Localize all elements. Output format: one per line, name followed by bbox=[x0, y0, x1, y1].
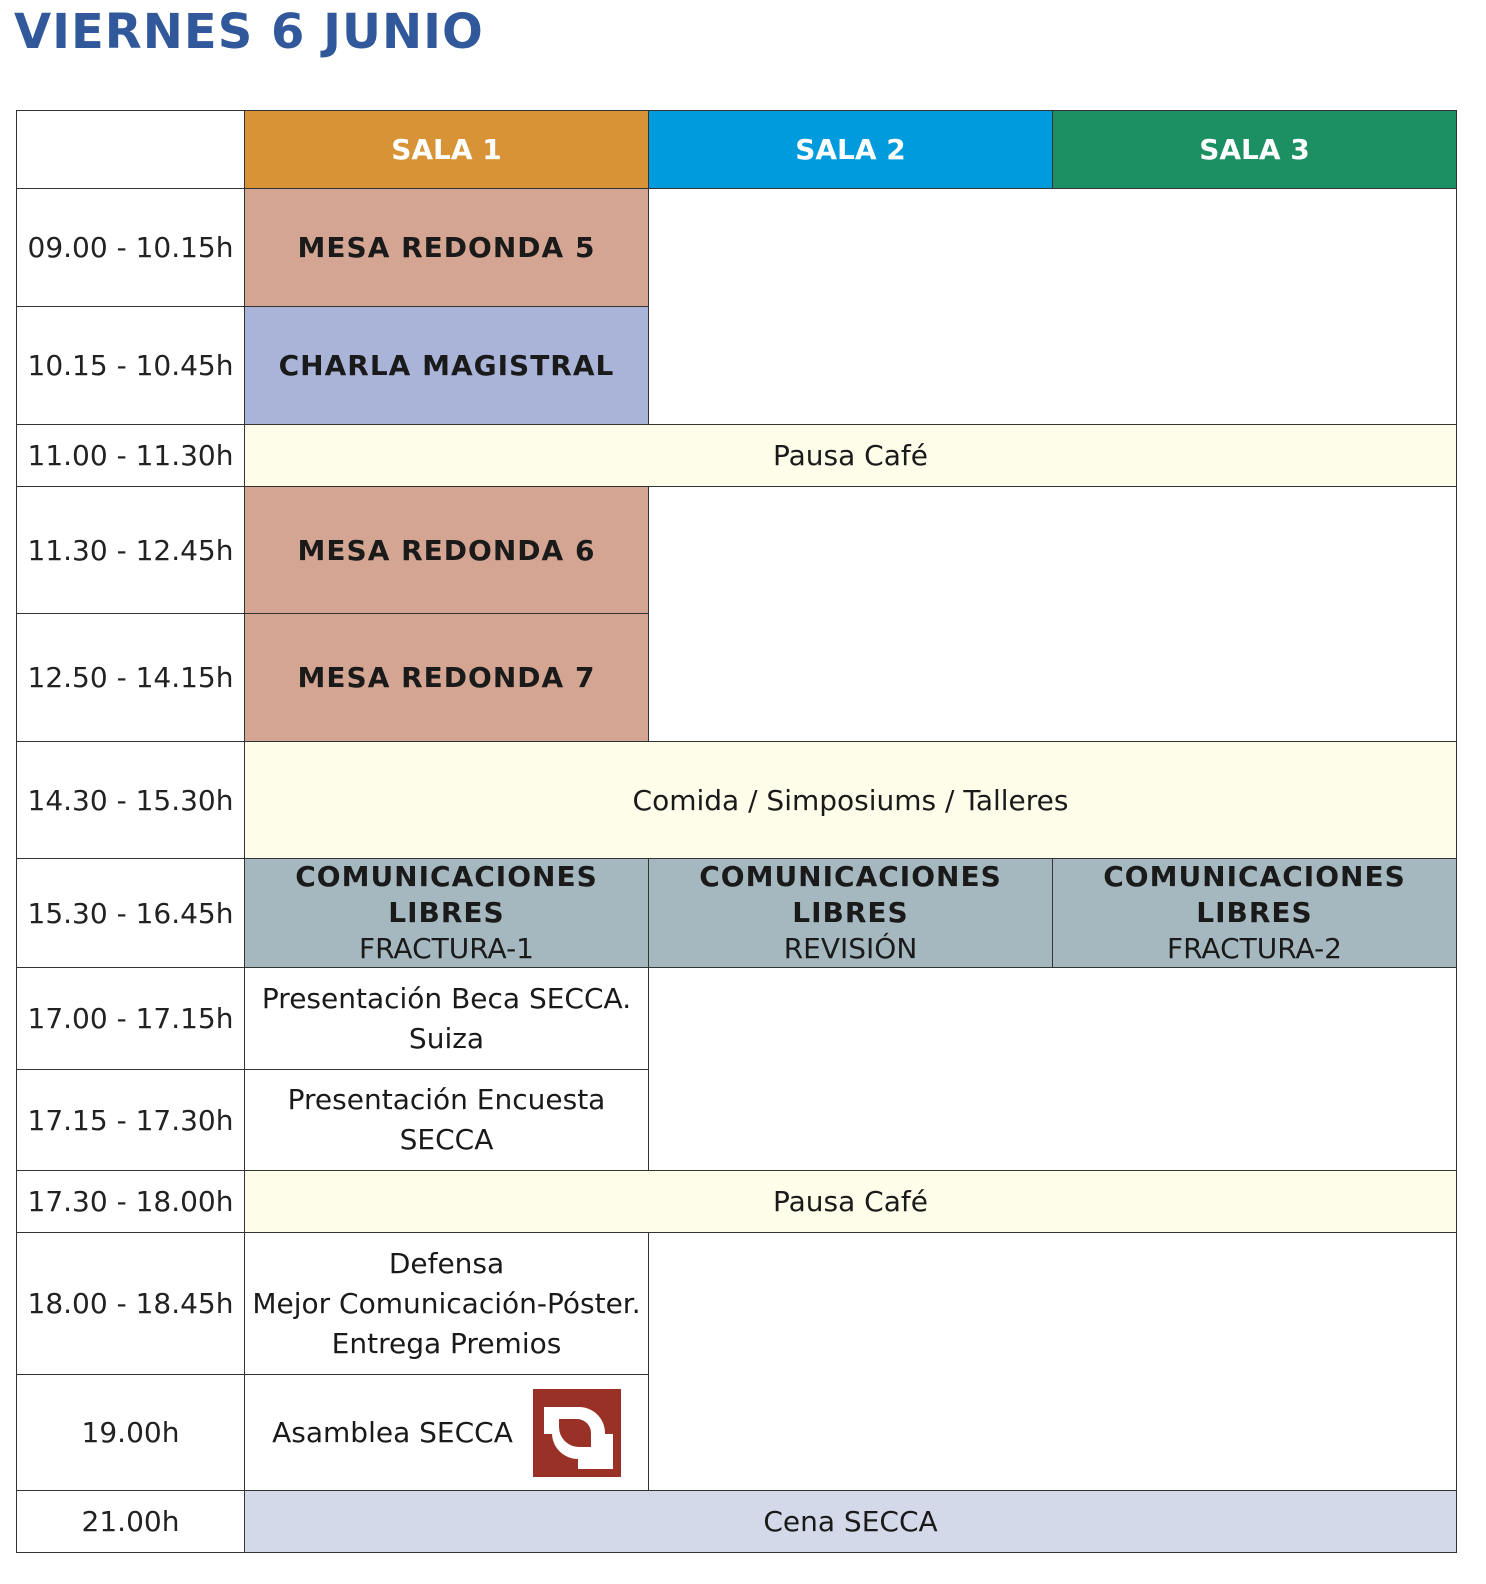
time-cell: 19.00h bbox=[17, 1375, 245, 1491]
time-cell: 10.15 - 10.45h bbox=[17, 307, 245, 425]
schedule-row bbox=[17, 742, 1457, 859]
schedule-row bbox=[17, 859, 1457, 968]
time-cell: 18.00 - 18.45h bbox=[17, 1233, 245, 1375]
break-pausa-cafe: Pausa Café bbox=[245, 1171, 1457, 1233]
session-line: Entrega Premios bbox=[331, 1326, 562, 1360]
session-line: Presentación Encuesta bbox=[287, 1083, 606, 1116]
session-subtitle: REVISIÓN bbox=[783, 932, 918, 965]
time-cell: 17.15 - 17.30h bbox=[17, 1070, 245, 1171]
schedule-table bbox=[16, 110, 1457, 1553]
room-header-sala-3: SALA 3 bbox=[1053, 111, 1457, 189]
page-title: VIERNES 6 JUNIO bbox=[14, 4, 484, 60]
session-comunicaciones-sala-2 bbox=[649, 859, 1053, 968]
session-defensa-premios bbox=[245, 1233, 649, 1375]
time-cell: 17.00 - 17.15h bbox=[17, 968, 245, 1070]
time-cell: 15.30 - 16.45h bbox=[17, 859, 245, 968]
time-cell: 09.00 - 10.15h bbox=[17, 189, 245, 307]
schedule-row bbox=[17, 1491, 1457, 1553]
session-title: COMUNICACIONES LIBRES bbox=[699, 860, 1002, 929]
session-asamblea bbox=[245, 1375, 649, 1491]
room-header-sala-1: SALA 1 bbox=[245, 111, 649, 189]
session-title: COMUNICACIONES LIBRES bbox=[295, 860, 598, 929]
session-comunicaciones-sala-3 bbox=[1053, 859, 1457, 968]
session-line: Suiza bbox=[408, 1021, 485, 1055]
session-comunicaciones-sala-1 bbox=[245, 859, 649, 968]
time-cell: 11.30 - 12.45h bbox=[17, 487, 245, 614]
header-row bbox=[17, 111, 1457, 189]
room-header-sala-2: SALA 2 bbox=[649, 111, 1053, 189]
schedule-row bbox=[17, 487, 1457, 614]
session-mesa-redonda-6: MESA REDONDA 6 bbox=[245, 487, 649, 614]
event-cena: Cena SECCA bbox=[245, 1491, 1457, 1553]
schedule-row bbox=[17, 968, 1457, 1070]
session-label: Asamblea SECCA bbox=[272, 1416, 513, 1449]
schedule-row bbox=[17, 1171, 1457, 1233]
session-mesa-redonda-5: MESA REDONDA 5 bbox=[245, 189, 649, 307]
time-cell: 11.00 - 11.30h bbox=[17, 425, 245, 487]
empty-cell bbox=[649, 487, 1457, 742]
corner-cell bbox=[17, 111, 245, 189]
session-presentacion-encuesta bbox=[245, 1070, 649, 1171]
schedule-row bbox=[17, 425, 1457, 487]
session-line: SECCA bbox=[399, 1123, 494, 1156]
session-subtitle: FRACTURA-2 bbox=[1166, 932, 1342, 965]
time-cell: 12.50 - 14.15h bbox=[17, 614, 245, 742]
empty-cell bbox=[649, 189, 1457, 425]
empty-cell bbox=[649, 1233, 1457, 1491]
session-presentacion-beca bbox=[245, 968, 649, 1070]
session-line: Mejor Comunicación-Póster. bbox=[252, 1286, 641, 1320]
session-line: Defensa bbox=[388, 1246, 505, 1280]
schedule-row bbox=[17, 1233, 1457, 1375]
time-cell: 17.30 - 18.00h bbox=[17, 1171, 245, 1233]
session-subtitle: FRACTURA-1 bbox=[358, 932, 534, 965]
break-pausa-cafe: Pausa Café bbox=[245, 425, 1457, 487]
break-comida: Comida / Simposiums / Talleres bbox=[245, 742, 1457, 859]
empty-cell bbox=[649, 968, 1457, 1171]
session-line: Presentación Beca SECCA. bbox=[261, 981, 632, 1015]
session-mesa-redonda-7: MESA REDONDA 7 bbox=[245, 614, 649, 742]
schedule-row bbox=[17, 189, 1457, 307]
time-cell: 21.00h bbox=[17, 1491, 245, 1553]
secca-logo-icon bbox=[533, 1389, 621, 1477]
time-cell: 14.30 - 15.30h bbox=[17, 742, 245, 859]
session-title: COMUNICACIONES LIBRES bbox=[1103, 860, 1406, 929]
session-charla-magistral: CHARLA MAGISTRAL bbox=[245, 307, 649, 425]
